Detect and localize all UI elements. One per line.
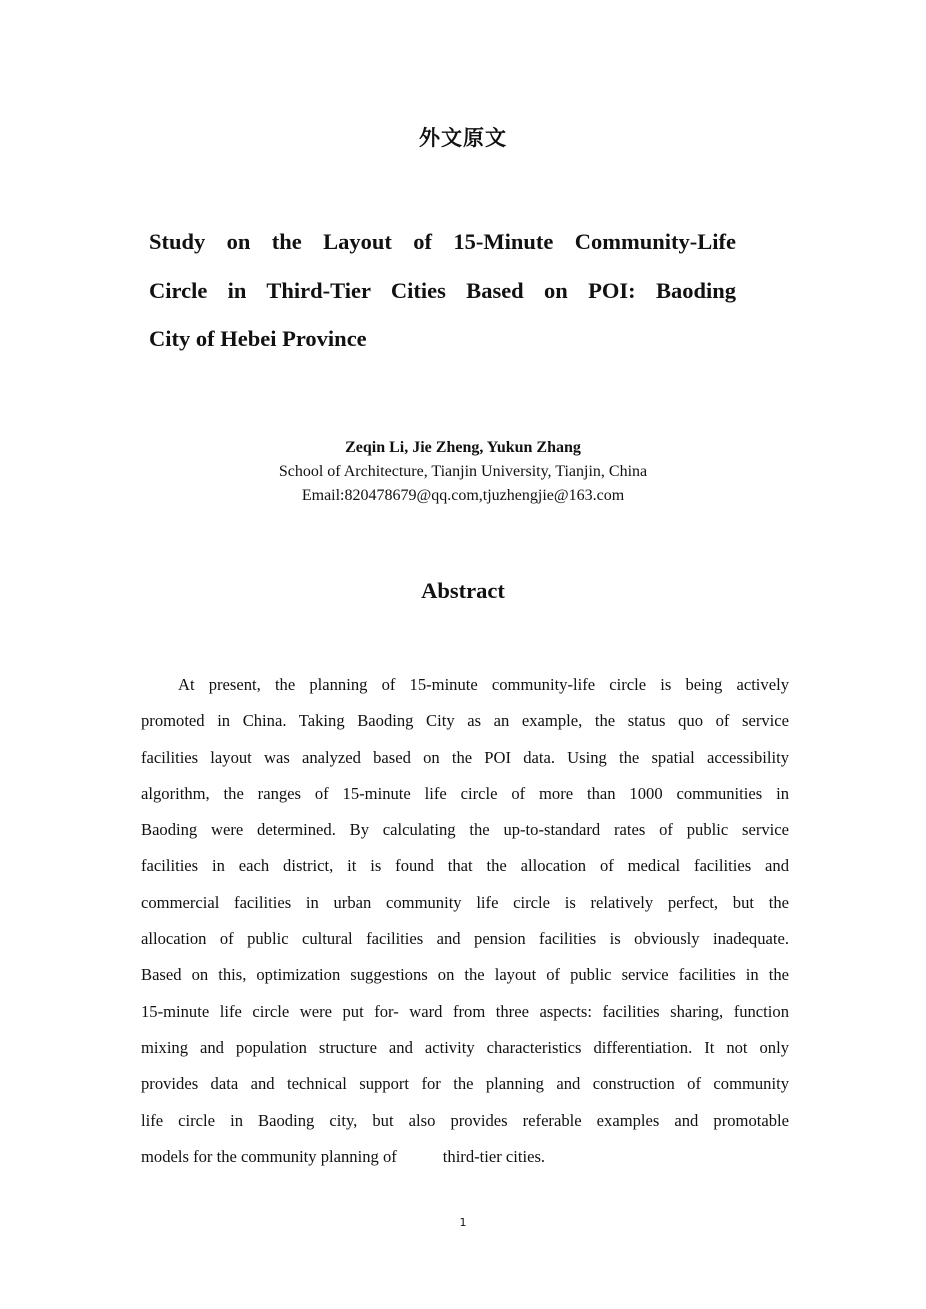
abstract-line: algorithm, the ranges of 15-minute life circle of more than 1000 communities in [141, 783, 789, 803]
abstract-last-line-start: models for the community planning of [141, 1146, 397, 1166]
abstract-line: 15-minute life circle were put for- ward from three aspects: facilities sharing, function [141, 1001, 789, 1021]
paper-title-line: Circle in Third-Tier Cities Based on POI: Baoding [149, 277, 736, 303]
abstract-line: mixing and population structure and activity characteristics differentiation. It not only [141, 1037, 789, 1057]
affiliation: School of Architecture, Tianjin University, Tianjin, China [278, 463, 648, 480]
abstract-line: At present, the planning of 15-minute community-life circle is being actively [178, 675, 789, 694]
abstract-body [141, 667, 789, 1175]
paper-title-line: City of Hebei Province [149, 326, 367, 351]
abstract-last-line [141, 1139, 789, 1175]
abstract-line: promoted in China. Taking Baoding City as an example, the status quo of service [141, 711, 789, 731]
abstract-line: Based on this, optimization suggestions on the layout of public service facilities in the [141, 965, 789, 985]
abstract-line: provides data and technical support for the planning and construction of community [141, 1074, 789, 1094]
abstract-line: facilities in each district, it is found that the allocation of medical facilities and [141, 856, 789, 876]
paper-title-line: Study on the Layout of 15-Minute Community-Life [149, 229, 736, 254]
header-title: 外文原文 [419, 126, 507, 150]
abstract-line: commercial facilities in urban community life circle is relatively perfect, but the [141, 892, 789, 912]
abstract-line: life circle in Baoding city, but also provides referable examples and promotable [141, 1110, 789, 1130]
email: Email:820478679@qq.com,tjuzhengjie@163.com [301, 487, 625, 504]
abstract-line: facilities layout was analyzed based on the POI data. Using the spatial accessibility [141, 747, 789, 767]
paper-title [149, 218, 736, 364]
abstract-heading: Abstract [421, 578, 505, 603]
author-info [0, 436, 926, 508]
page-number: 1 [459, 1216, 467, 1229]
abstract-line: allocation of public cultural facilities and pension facilities is obviously inadequate. [141, 929, 789, 949]
abstract-last-line-end: third-tier cities. [442, 1146, 546, 1166]
abstract-line: Baoding were determined. By calculating the up-to-standard rates of public service [141, 820, 789, 840]
authors: Zeqin Li, Jie Zheng, Yukun Zhang [345, 439, 581, 456]
